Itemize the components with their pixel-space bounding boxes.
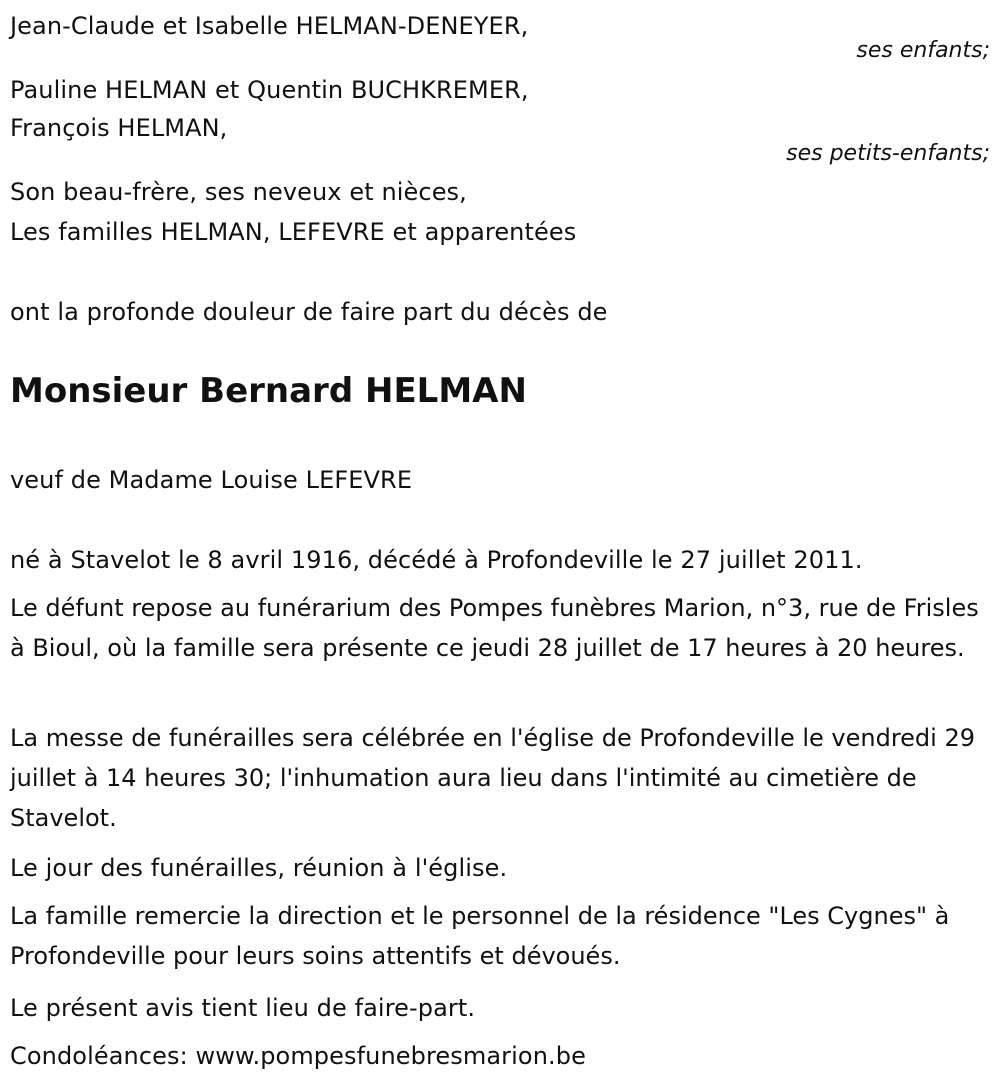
- mass-paragraph: La messe de funérailles sera célébrée en l'église de Profondeville le vendredi 29 juillet à 14 heures 30; l'inhumation aura lieu dans l'intimité au cimetière de Stavelot.: [10, 724, 976, 832]
- rest-paragraph: Le défunt repose au funérarium des Pompes funèbres Marion, n°3, rue de Frisles à Bioul, où la famille sera présente ce jeudi 28 juillet de 17 heures à 20 heures.: [10, 594, 979, 662]
- announcement-text: ont la profonde douleur de faire part du décès de: [10, 298, 608, 326]
- thanks-paragraph: La famille remercie la direction et le personnel de la résidence "Les Cygnes" à Profondeville pour leurs soins attentifs et dévoués.: [10, 902, 950, 970]
- grandchildren-line-1: Pauline HELMAN et Quentin BUCHKREMER,: [10, 76, 529, 104]
- grandchildren-role: ses petits-enfants;: [786, 141, 990, 166]
- children-role: ses enfants;: [856, 38, 990, 63]
- notice-line: Le présent avis tient lieu de faire-part.: [10, 994, 476, 1022]
- meeting-line: Le jour des funérailles, réunion à l'église.: [10, 854, 508, 882]
- deceased-name: Monsieur Bernard HELMAN: [10, 371, 527, 411]
- others-line-1: Son beau-frère, ses neveux et nièces,: [10, 178, 467, 206]
- birth-death-line: né à Stavelot le 8 avril 1916, décédé à Profondeville le 27 juillet 2011.: [10, 546, 863, 574]
- children-line: Jean-Claude et Isabelle HELMAN-DENEYER,: [10, 12, 529, 40]
- grandchildren-line-2: François HELMAN,: [10, 114, 228, 142]
- widower-line: veuf de Madame Louise LEFEVRE: [10, 466, 413, 494]
- condolences-line: Condoléances: www.pompesfunebresmarion.be: [10, 1042, 586, 1070]
- others-line-2: Les familles HELMAN, LEFEVRE et apparentées: [10, 218, 577, 246]
